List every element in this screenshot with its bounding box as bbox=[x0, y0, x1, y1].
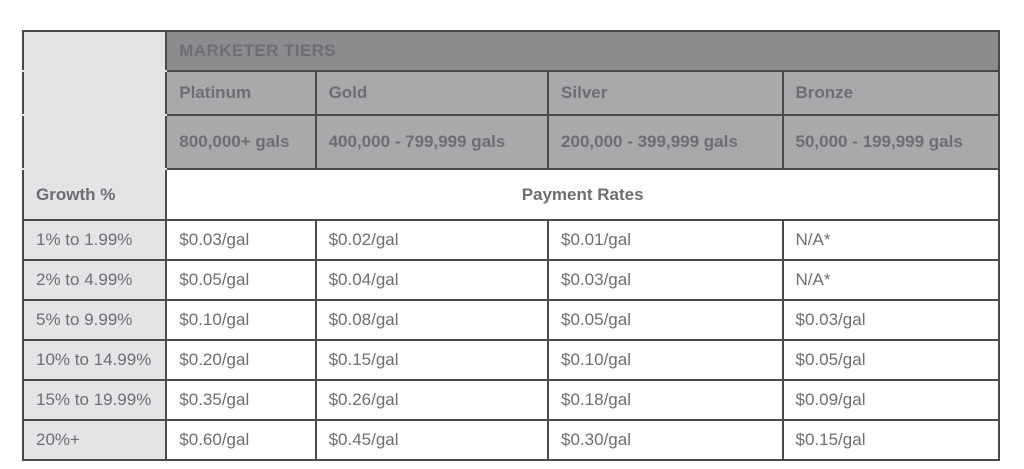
growth-range-label: 2% to 4.99% bbox=[23, 260, 166, 300]
rate-bronze: $0.05/gal bbox=[783, 340, 999, 380]
tier-range-gold: 400,000 - 799,999 gals bbox=[316, 115, 548, 169]
growth-range-label: 20%+ bbox=[23, 420, 166, 460]
table-corner-cell bbox=[23, 31, 166, 71]
marketer-tiers-banner: MARKETER TIERS bbox=[166, 31, 999, 71]
growth-range-label: 15% to 19.99% bbox=[23, 380, 166, 420]
tier-range-row bbox=[23, 115, 999, 169]
tier-name-bronze: Bronze bbox=[783, 71, 999, 115]
rate-bronze: N/A* bbox=[783, 220, 999, 260]
tier-name-platinum: Platinum bbox=[166, 71, 315, 115]
tier-name-silver: Silver bbox=[548, 71, 782, 115]
marketer-tier-rate-table bbox=[22, 30, 1000, 461]
tier-range-platinum: 800,000+ gals bbox=[166, 115, 315, 169]
rate-silver: $0.03/gal bbox=[548, 260, 782, 300]
rate-bronze: N/A* bbox=[783, 260, 999, 300]
table-header-banner-row bbox=[23, 31, 999, 71]
table-row bbox=[23, 220, 999, 260]
rate-silver: $0.18/gal bbox=[548, 380, 782, 420]
table-corner-cell-spacer-2 bbox=[23, 115, 166, 169]
rate-gold: $0.08/gal bbox=[316, 300, 548, 340]
growth-range-label: 10% to 14.99% bbox=[23, 340, 166, 380]
rate-platinum: $0.20/gal bbox=[166, 340, 315, 380]
rate-silver: $0.30/gal bbox=[548, 420, 782, 460]
growth-range-label: 5% to 9.99% bbox=[23, 300, 166, 340]
rate-platinum: $0.35/gal bbox=[166, 380, 315, 420]
rate-gold: $0.15/gal bbox=[316, 340, 548, 380]
rate-platinum: $0.03/gal bbox=[166, 220, 315, 260]
rate-gold: $0.04/gal bbox=[316, 260, 548, 300]
rate-bronze: $0.09/gal bbox=[783, 380, 999, 420]
rate-gold: $0.02/gal bbox=[316, 220, 548, 260]
rate-platinum: $0.60/gal bbox=[166, 420, 315, 460]
rate-platinum: $0.05/gal bbox=[166, 260, 315, 300]
tier-name-row bbox=[23, 71, 999, 115]
rate-silver: $0.01/gal bbox=[548, 220, 782, 260]
growth-range-label: 1% to 1.99% bbox=[23, 220, 166, 260]
rate-gold: $0.45/gal bbox=[316, 420, 548, 460]
payment-rates-row bbox=[23, 169, 999, 220]
tier-range-silver: 200,000 - 399,999 gals bbox=[548, 115, 782, 169]
rate-silver: $0.10/gal bbox=[548, 340, 782, 380]
rate-bronze: $0.15/gal bbox=[783, 420, 999, 460]
table-row bbox=[23, 420, 999, 460]
rate-platinum: $0.10/gal bbox=[166, 300, 315, 340]
table-row bbox=[23, 300, 999, 340]
growth-percent-header: Growth % bbox=[23, 169, 166, 220]
table-row bbox=[23, 260, 999, 300]
payment-rates-header: Payment Rates bbox=[166, 169, 999, 220]
rate-gold: $0.26/gal bbox=[316, 380, 548, 420]
rate-bronze: $0.03/gal bbox=[783, 300, 999, 340]
rate-silver: $0.05/gal bbox=[548, 300, 782, 340]
table-corner-cell-spacer-1 bbox=[23, 71, 166, 115]
tier-range-bronze: 50,000 - 199,999 gals bbox=[783, 115, 999, 169]
tier-name-gold: Gold bbox=[316, 71, 548, 115]
table-row bbox=[23, 340, 999, 380]
table-row bbox=[23, 380, 999, 420]
